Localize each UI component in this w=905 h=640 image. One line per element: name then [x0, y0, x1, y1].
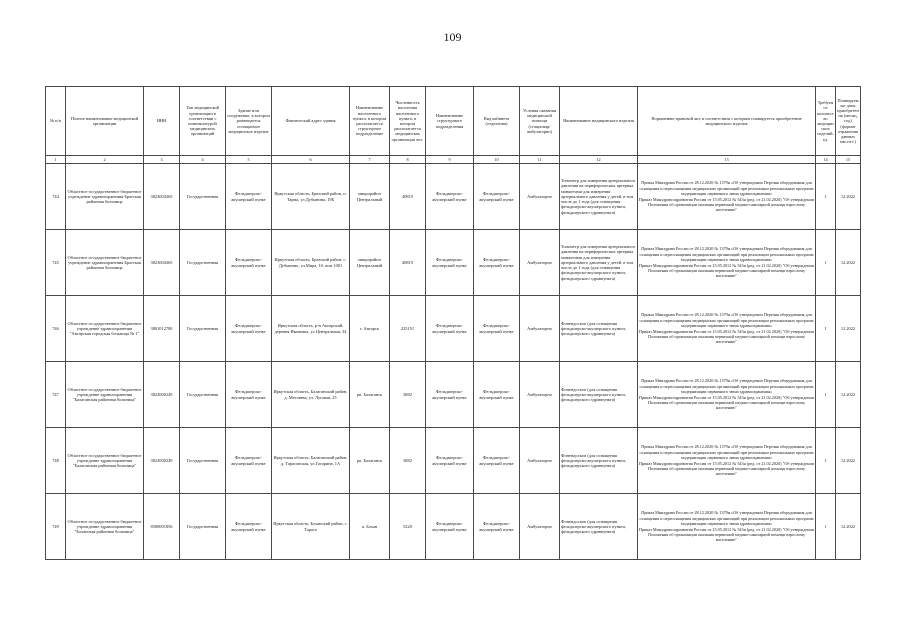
- cabinet-type: Фельдшерско-акушерский пункт: [474, 494, 520, 560]
- row-number: 748: [46, 428, 66, 494]
- device-name: Фонендоскоп (для оснащения фельдшерско-акушерского пункта, фельдшерского здравпункта): [560, 428, 638, 494]
- column-header: Здание или сооружение, в котором размещается оснащаемое медицинское изделие: [226, 87, 272, 156]
- row-number: 747: [46, 362, 66, 428]
- table-row: [46, 428, 861, 494]
- quantity: 1: [816, 428, 836, 494]
- settlement: микрорайон Центральный: [350, 230, 390, 296]
- device-name: Тонометр для измерения артериального давления на периферических артериях манжетами для измерения артериального давления у детей, в том числе до 1 года (для оснащения фельдшерско-акушерского пункта, фельдшерского здравпункта): [560, 230, 638, 296]
- population: 40819: [390, 164, 426, 230]
- column-number: 2: [66, 156, 144, 164]
- purchase-date: 12.2022: [836, 230, 861, 296]
- cabinet-type: Фельдшерско-акушерский пункт: [474, 296, 520, 362]
- column-number: 10: [474, 156, 520, 164]
- structural-unit: Фельдшерско-акушерский пункт: [426, 428, 474, 494]
- care-conditions: Амбулаторно: [520, 428, 560, 494]
- column-number: 12: [560, 156, 638, 164]
- column-number: 13: [638, 156, 816, 164]
- column-number: 1: [46, 156, 66, 164]
- column-header: Требуемое количество медицинских изделий, ед.: [816, 87, 836, 156]
- building: Фельдшерско-акушерский пункт: [226, 428, 272, 494]
- organization-name: Областное государственное бюджетное учреждение здравоохранения "Боханская районная больница": [66, 494, 144, 560]
- organization-type: Государственная: [180, 428, 226, 494]
- cabinet-type: Фельдшерско-акушерский пункт: [474, 362, 520, 428]
- quantity: 1: [816, 362, 836, 428]
- population: 225151: [390, 296, 426, 362]
- quantity: 1: [816, 230, 836, 296]
- inn: 8500001856: [144, 494, 180, 560]
- column-number: 9: [426, 156, 474, 164]
- population: 3882: [390, 362, 426, 428]
- legal-act: [638, 164, 816, 230]
- quantity: 1: [816, 494, 836, 560]
- purchase-date: 12.2022: [836, 296, 861, 362]
- organization-name: Областное государственное бюджетное учреждение здравоохранения "Балаганская районная больница": [66, 362, 144, 428]
- settlement: г. Ангарск: [350, 296, 390, 362]
- device-name: Тонометр для измерения артериального давления на периферических артериях манжетами для измерения артериального давления у детей, в том числе до 1 года (для оснащения фельдшерско-акушерского пункта, фельдшерского здравпункта): [560, 164, 638, 230]
- column-number: 8: [390, 156, 426, 164]
- column-number: 14: [816, 156, 836, 164]
- legal-act-paragraph: Приказ Минздрава России от 28.12.2020 № 1379н «Об утверждении Перечня оборудования для оснащения и переоснащения медицинских организаций при реализации региональных программ модернизации первичного звена здравоохранения»: [639, 246, 814, 263]
- settlement: п. Бохан: [350, 494, 390, 560]
- cabinet-type: Фельдшерско-акушерский пункт: [474, 428, 520, 494]
- building: Фельдшерско-акушерский пункт: [226, 362, 272, 428]
- legal-act-paragraph: Приказ Минздравсоцразвития России от 15.05.2012 № 543н (ред. от 21.02.2020) "Об утверждении Положения об организации оказания первичной медико-санитарной помощи взрослому населению": [639, 394, 814, 411]
- structural-unit: Фельдшерско-акушерский пункт: [426, 296, 474, 362]
- organization-type: Государственная: [180, 296, 226, 362]
- column-header: Наименование структурного подразделения: [426, 87, 474, 156]
- table-row: [46, 230, 861, 296]
- column-header: Тип медицинской организации в соответствии с номенклатурой медицинских организаций: [180, 87, 226, 156]
- care-conditions: Амбулаторно: [520, 362, 560, 428]
- care-conditions: Амбулаторно: [520, 296, 560, 362]
- legal-act: [638, 494, 816, 560]
- column-number: 11: [520, 156, 560, 164]
- device-name: Фонендоскоп (для оснащения фельдшерско-акушерского пункта, фельдшерского здравпункта): [560, 494, 638, 560]
- organization-type: Государственная: [180, 362, 226, 428]
- device-name: Фонендоскоп (для оснащения фельдшерско-акушерского пункта, фельдшерского здравпункта): [560, 362, 638, 428]
- purchase-date: 12.2022: [836, 428, 861, 494]
- column-number: 5: [226, 156, 272, 164]
- settlement: микрорайон Центральный: [350, 164, 390, 230]
- purchase-date: 12.2022: [836, 164, 861, 230]
- legal-act-paragraph: Приказ Минздрава России от 28.12.2020 № 1379н «Об утверждении Перечня оборудования для оснащения и переоснащения медицинских организаций при реализации региональных программ модернизации первичного звена здравоохранения»: [639, 444, 814, 461]
- inn: 3823004365: [144, 230, 180, 296]
- column-header: Наименование населенного пункта, в котором располагается структурное подразделение: [350, 87, 390, 156]
- structural-unit: Фельдшерско-акушерский пункт: [426, 494, 474, 560]
- column-header: Численность населения населенного пункта, в котором располагается медицинская организация чел.: [390, 87, 426, 156]
- purchase-date: 12.2022: [836, 362, 861, 428]
- column-number: 6: [272, 156, 350, 164]
- settlement: рп. Балаганск: [350, 428, 390, 494]
- address: Иркутская область, Боханский район, с. Тараса: [272, 494, 350, 560]
- legal-act: [638, 362, 816, 428]
- legal-act-paragraph: Приказ Минздрава России от 28.12.2020 № 1379н «Об утверждении Перечня оборудования для оснащения и переоснащения медицинских организаций при реализации региональных программ модернизации первичного звена здравоохранения»: [639, 312, 814, 329]
- cabinet-type: Фельдшерско-акушерский пункт: [474, 164, 520, 230]
- legal-act: [638, 428, 816, 494]
- care-conditions: Амбулаторно: [520, 494, 560, 560]
- address: Иркутская область, Братский район, п. Тарма, ул.Дубынина, 19Б: [272, 164, 350, 230]
- column-header: Наименование медицинского изделия: [560, 87, 638, 156]
- population: 3882: [390, 428, 426, 494]
- legal-act-paragraph: Приказ Минздравсоцразвития России от 15.05.2012 № 543н (ред. от 21.02.2020) "Об утверждении Положения об организации оказания первичной медико-санитарной помощи взрослому населению": [639, 262, 814, 279]
- column-header: Вид кабинета (отделения): [474, 87, 520, 156]
- column-number: 4: [180, 156, 226, 164]
- legal-act-paragraph: Приказ Минздравсоцразвития России от 15.05.2012 № 543н (ред. от 21.02.2020) "Об утверждении Положения об организации оказания первичной медико-санитарной помощи взрослому населению": [639, 328, 814, 345]
- inn: 3823004365: [144, 164, 180, 230]
- organization-type: Государственная: [180, 164, 226, 230]
- row-number: 745: [46, 230, 66, 296]
- address: Иркутская область, Балаганский район, д. Тарасовская, ул.Гагарина, 1А: [272, 428, 350, 494]
- building: Фельдшерско-акушерский пункт: [226, 230, 272, 296]
- care-conditions: Амбулаторно: [520, 164, 560, 230]
- legal-act-paragraph: Приказ Минздрава России от 28.12.2020 № 1379н «Об утверждении Перечня оборудования для оснащения и переоснащения медицинских организаций при реализации региональных программ модернизации первичного звена здравоохранения»: [639, 180, 814, 197]
- structural-unit: Фельдшерско-акушерский пункт: [426, 164, 474, 230]
- address: Иркутская область, р-н Ангарский, деревня Ивановка, ул Центральная, 34: [272, 296, 350, 362]
- table-body: [46, 164, 861, 560]
- building: Фельдшерско-акушерский пункт: [226, 164, 272, 230]
- column-header: ИНН: [144, 87, 180, 156]
- column-header: Полное наименование медицинской организации: [66, 87, 144, 156]
- column-header: Нормативно-правовой акт, в соответствии с которым планируется приобретение медицинского изделия: [638, 87, 816, 156]
- inn: 3822000249: [144, 428, 180, 494]
- address: Иркутская область, Балаганский район, д. Метляева, ул. Луговая, 25: [272, 362, 350, 428]
- column-header: № п/п: [46, 87, 66, 156]
- column-header: Фактический адрес здания: [272, 87, 350, 156]
- legal-act-paragraph: Приказ Минздравсоцразвития России от 15.05.2012 № 543н (ред. от 21.02.2020) "Об утверждении Положения об организации оказания первичной медико-санитарной помощи взрослому населению": [639, 460, 814, 477]
- purchase-date: 12.2022: [836, 494, 861, 560]
- row-number: 746: [46, 296, 66, 362]
- organization-name: Областное государственное бюджетное учреждение здравоохранения "Ангарская городская больница № 1": [66, 296, 144, 362]
- column-number-row: [46, 156, 861, 164]
- legal-act-paragraph: Приказ Минздравсоцразвития России от 15.05.2012 № 543н (ред. от 21.02.2020) "Об утверждении Положения об организации оказания первичной медико-санитарной помощи взрослому населению": [639, 196, 814, 213]
- page-number: 109: [443, 30, 462, 44]
- quantity: 1: [816, 296, 836, 362]
- address: Иркутская область, Братский район, с. Дубынино, ул.Мира, 10, пом 1001: [272, 230, 350, 296]
- cabinet-type: Фельдшерско-акушерский пункт: [474, 230, 520, 296]
- equipment-table: [45, 86, 861, 560]
- column-header: Планируемые даты приобретения (месяц, год) (формат отражения данных мм.гггг.): [836, 87, 861, 156]
- row-number: 744: [46, 164, 66, 230]
- structural-unit: Фельдшерско-акушерский пункт: [426, 362, 474, 428]
- column-number: 3: [144, 156, 180, 164]
- building: Фельдшерско-акушерский пункт: [226, 296, 272, 362]
- table-row: [46, 164, 861, 230]
- row-number: 749: [46, 494, 66, 560]
- legal-act: [638, 230, 816, 296]
- inn: 3801012780: [144, 296, 180, 362]
- organization-type: Государственная: [180, 230, 226, 296]
- organization-type: Государственная: [180, 494, 226, 560]
- legal-act-paragraph: Приказ Минздравсоцразвития России от 15.05.2012 № 543н (ред. от 21.02.2020) "Об утверждении Положения об организации оказания первичной медико-санитарной помощи взрослому населению": [639, 526, 814, 543]
- quantity: 1: [816, 164, 836, 230]
- population: 40819: [390, 230, 426, 296]
- legal-act-paragraph: Приказ Минздрава России от 28.12.2020 № 1379н «Об утверждении Перечня оборудования для оснащения и переоснащения медицинских организаций при реализации региональных программ модернизации первичного звена здравоохранения»: [639, 510, 814, 527]
- organization-name: Областное государственное бюджетное учреждение здравоохранения "Балаганская районная больница": [66, 428, 144, 494]
- table-header: [46, 87, 861, 164]
- column-header: Условия оказания медицинской помощи (стационар/амбулаторно): [520, 87, 560, 156]
- table-row: [46, 362, 861, 428]
- inn: 3822000249: [144, 362, 180, 428]
- structural-unit: Фельдшерско-акушерский пункт: [426, 230, 474, 296]
- organization-name: Областное государственное бюджетное учреждение здравоохранения Братская районная больница: [66, 164, 144, 230]
- column-number: 15: [836, 156, 861, 164]
- population: 5220: [390, 494, 426, 560]
- building: Фельдшерско-акушерский пункт: [226, 494, 272, 560]
- header-row: [46, 87, 861, 156]
- legal-act-paragraph: Приказ Минздрава России от 28.12.2020 № 1379н «Об утверждении Перечня оборудования для оснащения и переоснащения медицинских организаций при реализации региональных программ модернизации первичного звена здравоохранения»: [639, 378, 814, 395]
- column-number: 7: [350, 156, 390, 164]
- care-conditions: Амбулаторно: [520, 230, 560, 296]
- table-row: [46, 296, 861, 362]
- settlement: рп. Балаганск: [350, 362, 390, 428]
- legal-act: [638, 296, 816, 362]
- device-name: Фонендоскоп (для оснащения фельдшерско-акушерского пункта, фельдшерского здравпункта): [560, 296, 638, 362]
- table-row: [46, 494, 861, 560]
- organization-name: Областное государственное бюджетное учреждение здравоохранения Братская районная больница: [66, 230, 144, 296]
